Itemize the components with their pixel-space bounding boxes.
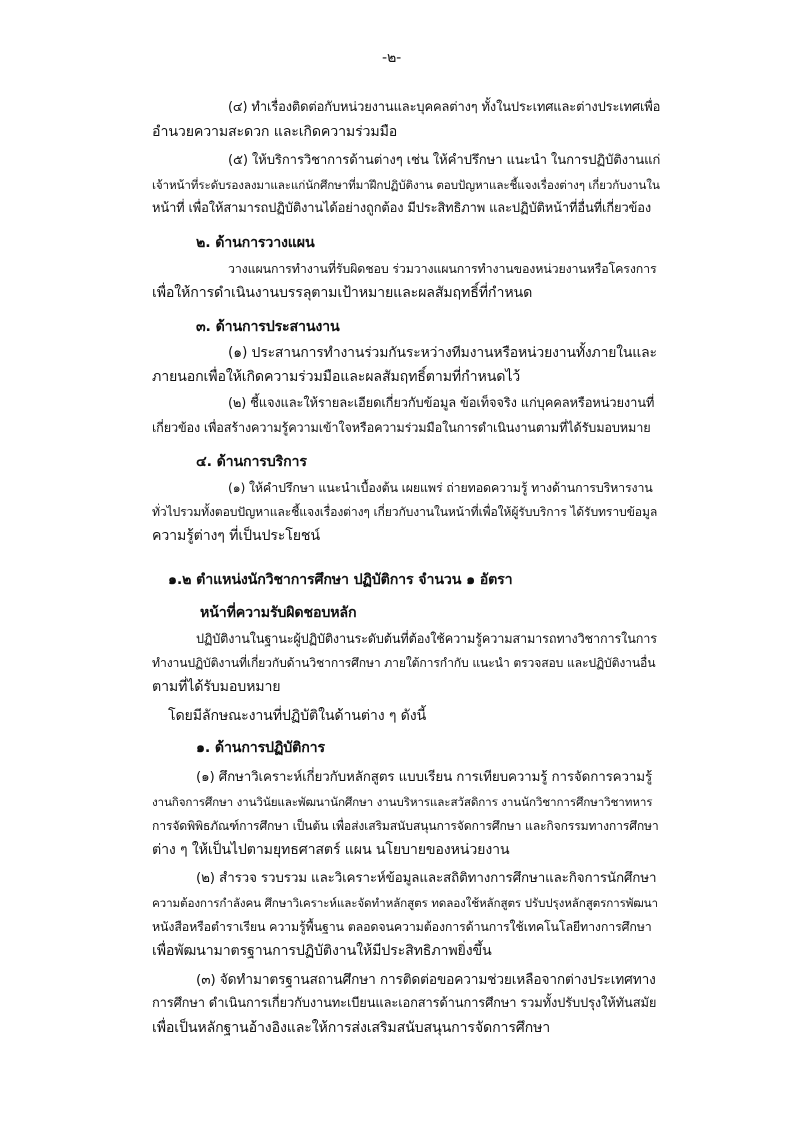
operations-item-3-line-3: เพื่อเป็นหลักฐานอ้างอิงและให้การส่งเสริมสนับสนุนการจัดการศึกษา bbox=[152, 1020, 551, 1036]
item-5-line-3: หน้าที่ เพื่อให้สามารถปฏิบัติงานได้อย่างถูกต้อง มีประสิทธิภาพ และปฏิบัติหน้าที่อื่นที่เกี่ยวข้อง bbox=[152, 201, 652, 216]
duties-intro-line-2: ทำงานปฏิบัติงานที่เกี่ยวกับด้านวิชาการศึกษา ภายใต้การกำกับ แนะนำ ตรวจสอบ และปฏิบัติงานอื่น bbox=[152, 656, 656, 670]
operations-item-1-line-3: การจัดพิพิธภัณฑ์การศึกษา เป็นต้น เพื่อส่งเสริมสนับสนุนการจัดการศึกษา และกิจกรรมทางการศึกษา bbox=[152, 819, 659, 833]
item-4-line-2: อำนวยความสะดวก และเกิดความร่วมมือ bbox=[152, 124, 398, 140]
coordination-item-2-line-1: (๒) ชี้แจงและให้รายละเอียดเกี่ยวกับข้อมูล ข้อเท็จจริง แก่บุคคลหรือหน่วยงานที่ bbox=[228, 396, 655, 411]
planning-line-1: วางแผนการทำงานที่รับผิดชอบ ร่วมวางแผนการทำงานของหน่วยงานหรือโครงการ bbox=[228, 261, 657, 276]
duties-intro-line-1: ปฏิบัติงานในฐานะผู้ปฏิบัติงานระดับต้นที่ต้องใช้ความรู้ความสามารถทางวิชาการในการ bbox=[196, 631, 657, 646]
planning-line-2: เพื่อให้การดำเนินงานบรรลุตามเป้าหมายและผลสัมฤทธิ์ที่กำหนด bbox=[152, 285, 533, 301]
duties-heading: หน้าที่ความรับผิดชอบหลัก bbox=[200, 605, 357, 621]
characteristics-line: โดยมีลักษณะงานที่ปฏิบัติในด้านต่าง ๆ ดังนี้ bbox=[168, 708, 427, 724]
coordination-item-2-line-2: เกี่ยวข้อง เพื่อสร้างความรู้ความเข้าใจหรือความร่วมมือในการดำเนินงานตามที่ได้รับมอบหมาย bbox=[152, 420, 651, 435]
service-item-1-line-1: (๑) ให้คำปรึกษา แนะนำเบื้องต้น เผยแพร่ ถ่ายทอดความรู้ ทางด้านการบริหารงาน bbox=[228, 480, 653, 495]
operations-item-3-line-2: การศึกษา ดำเนินการเกี่ยวกับงานทะเบียนและเอกสารด้านการศึกษา รวมทั้งปรับปรุงให้ทันสมัย bbox=[152, 996, 657, 1011]
operations-item-1-line-2: งานกิจการศึกษา งานวินัยและพัฒนานักศึกษา งานบริหารและสวัสดิการ งานนักวิชาการศึกษาวิชาทหาร bbox=[152, 795, 653, 809]
operations-heading: ๑. ด้านการปฏิบัติการ bbox=[196, 740, 325, 756]
operations-item-2-line-1: (๒) สำรวจ รวบรวม และวิเคราะห์ข้อมูลและสถิติทางการศึกษาและกิจการนักศึกษา bbox=[196, 871, 657, 886]
operations-item-1-line-4: ต่าง ๆ ให้เป็นไปตามยุทธศาสตร์ แผน นโยบายของหน่วยงาน bbox=[152, 842, 510, 858]
item-4-line-1: (๔) ทำเรื่องติดต่อกับหน่วยงานและบุคคลต่างๆ ทั้งในประเทศและต่างประเทศเพื่อ bbox=[228, 100, 661, 115]
service-item-1-line-3: ความรู้ต่างๆ ที่เป็นประโยชน์ bbox=[152, 528, 320, 544]
item-5-line-1: (๕) ให้บริการวิชาการด้านต่างๆ เช่น ให้คำปรึกษา แนะนำ ในการปฏิบัติงานแก่ bbox=[228, 153, 661, 168]
duties-intro-line-3: ตามที่ได้รับมอบหมาย bbox=[152, 679, 281, 695]
coordination-item-1-line-1: (๑) ประสานการทำงานร่วมกันระหว่างทีมงานหรือหน่วยงานทั้งภายในและ bbox=[228, 345, 657, 361]
coordination-heading: ๓. ด้านการประสานงาน bbox=[196, 319, 340, 335]
planning-heading: ๒. ด้านการวางแผน bbox=[196, 235, 315, 251]
service-item-1-line-2: ทั่วไปรวมทั้งตอบปัญหาและชี้แจงเรื่องต่างๆ เกี่ยวกับงานในหน้าที่เพื่อให้ผู้รับบริการ ได้รับทราบข้อมูล bbox=[152, 505, 658, 519]
service-heading: ๔. ด้านการบริการ bbox=[196, 454, 307, 470]
item-5-line-2: เจ้าหน้าที่ระดับรองลงมาและแก่นักศึกษาที่มาฝึกปฏิบัติงาน ตอบปัญหาและชี้แจงเรื่องต่างๆ เกี่ยวกับงานใน bbox=[152, 178, 660, 192]
coordination-item-1-line-2: ภายนอกเพื่อให้เกิดความร่วมมือและผลสัมฤทธิ์ตามที่กำหนดไว้ bbox=[152, 369, 521, 385]
operations-item-1-line-1: (๑) ศึกษาวิเคราะห์เกี่ยวกับหลักสูตร แบบเรียน การเทียบความรู้ การจัดการความรู้ bbox=[196, 770, 653, 785]
position-title: ๑.๒ ตำแหน่งนักวิชาการศึกษา ปฏิบัติการ จำนวน ๑ อัตรา bbox=[168, 572, 513, 588]
operations-item-2-line-2: ความต้องการกำลังคน ศึกษาวิเคราะห์และจัดทำหลักสูตร ทดลองใช้หลักสูตร ปรับปรุงหลักสูตรการพัฒนา bbox=[152, 896, 658, 910]
operations-item-2-line-4: เพื่อพัฒนามาตรฐานการปฏิบัติงานให้มีประสิทธิภาพยิ่งขึ้น bbox=[152, 943, 492, 959]
page-number: -๒- bbox=[382, 50, 402, 66]
operations-item-3-line-1: (๓) จัดทำมาตรฐานสถานศึกษา การติดต่อขอความช่วยเหลือจากต่างประเทศทาง bbox=[196, 972, 656, 988]
operations-item-2-line-3: หนังสือหรือตำราเรียน ความรู้พื้นฐาน ตลอดจนความต้องการด้านการใช้เทคโนโลยีทางการศึกษา bbox=[152, 919, 652, 934]
